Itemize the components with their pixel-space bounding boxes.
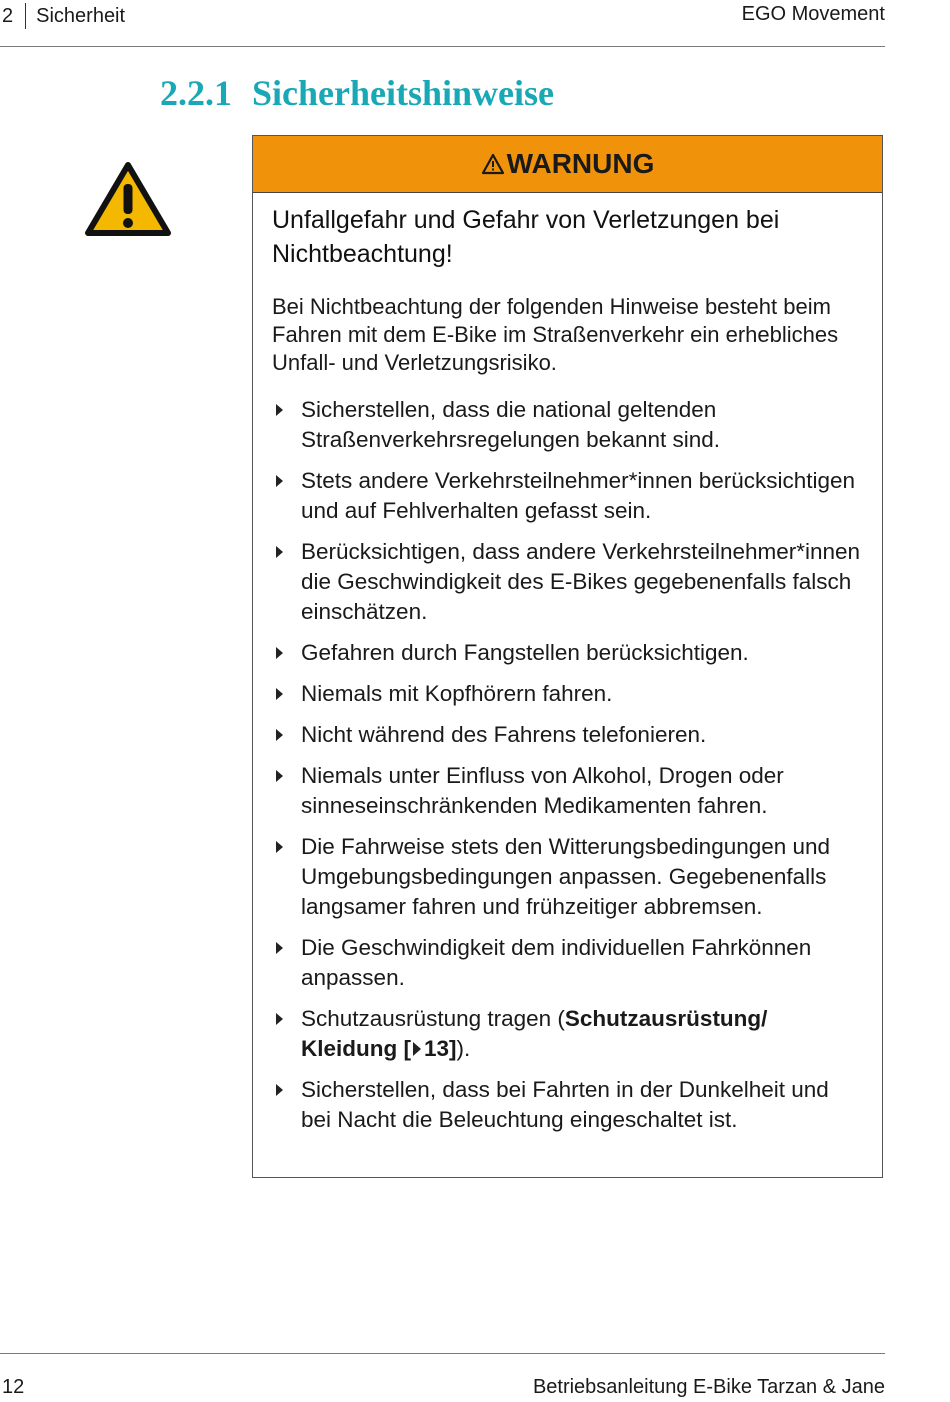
list-item-text: Sicherstellen, dass bei Fahrten in der Dunkelheit und bei Nacht die Beleuchtung eingeschaltet ist. xyxy=(301,1077,829,1132)
list-item xyxy=(272,720,864,750)
list-item-text: Die Geschwindigkeit dem individuellen Fahrkönnen anpassen. xyxy=(301,935,812,990)
arrow-right-icon xyxy=(276,1084,283,1096)
list-item-text: Schutzausrüstung tragen ( xyxy=(301,1006,565,1031)
list-item xyxy=(272,638,864,668)
warning-header xyxy=(253,136,882,193)
arrow-right-icon xyxy=(276,688,283,700)
header-left xyxy=(2,3,125,29)
footer-page-number: 12 xyxy=(2,1376,25,1398)
arrow-right-icon xyxy=(276,841,283,853)
arrow-right-icon xyxy=(276,404,283,416)
header-separator xyxy=(25,3,26,29)
warning-box xyxy=(252,135,883,1178)
list-item-text: Niemals mit Kopfhörern fahren. xyxy=(301,681,613,706)
arrow-right-icon xyxy=(276,647,283,659)
list-item xyxy=(272,761,864,821)
list-item xyxy=(272,679,864,709)
page-header xyxy=(0,0,885,47)
list-item-text: Gefahren durch Fangstellen berücksichtigen. xyxy=(301,640,749,665)
arrow-right-icon xyxy=(276,475,283,487)
list-item xyxy=(272,466,864,526)
list-item xyxy=(272,1075,864,1135)
list-item-text: Nicht während des Fahrens telefonieren. xyxy=(301,722,707,747)
arrow-right-icon xyxy=(276,546,283,558)
warning-label: WARNUNG xyxy=(506,148,655,179)
warning-lead: Unfallgefahr und Gefahr von Verletzungen bei Nichtbeachtung! xyxy=(272,206,780,268)
link-page[interactable]: 13] xyxy=(423,1036,457,1061)
header-page-number: 2 xyxy=(2,4,14,27)
section-number: 2.2.1 xyxy=(160,73,232,113)
header-section: Sicherheit xyxy=(36,4,126,27)
page-footer xyxy=(0,1353,885,1398)
list-item xyxy=(272,933,864,993)
list-item-text: Berücksichtigen, dass andere Verkehrsteilnehmer*innen die Geschwindigkeit des E-Bikes gegebenenfalls falsch einschätzen. xyxy=(301,539,861,624)
page-ref-arrow-icon xyxy=(413,1042,421,1056)
arrow-right-icon xyxy=(276,729,283,741)
warning-intro: Bei Nichtbeachtung der folgenden Hinweise besteht beim Fahren mit dem E-Bike im Straßenverkehr ein erhebliches Unfall- und Verletzungsrisiko. xyxy=(272,294,839,375)
section-title: Sicherheitshinweise xyxy=(252,73,554,113)
footer-title: Betriebsanleitung E-Bike Tarzan & Jane xyxy=(532,1376,885,1398)
small-warning-icon xyxy=(481,153,505,175)
arrow-right-icon xyxy=(276,1013,283,1025)
arrow-right-icon xyxy=(276,770,283,782)
list-item xyxy=(272,537,864,627)
warning-triangle-icon xyxy=(84,160,172,238)
list-item-protective xyxy=(272,1004,864,1064)
list-item-text: Niemals unter Einfluss von Alkohol, Drogen oder sinneseinschränkenden Medikamenten fahren. xyxy=(301,763,784,818)
list-item-text: Die Fahrweise stets den Witterungsbedingungen und Umgebungsbedingungen anpassen. Gegebenenfalls langsamer fahren und frühzeitiger abbremsen. xyxy=(301,834,831,919)
list-item-text: Sicherstellen, dass die national geltenden Straßenverkehrsregelungen bekannt sind. xyxy=(301,397,721,452)
list-item xyxy=(272,832,864,922)
header-brand: EGO Movement xyxy=(741,3,885,25)
list-item xyxy=(272,395,864,455)
safety-list xyxy=(272,395,864,1135)
arrow-right-icon xyxy=(276,942,283,954)
section-heading xyxy=(160,72,554,114)
list-item-text: Stets andere Verkehrsteilnehmer*innen berücksichtigen und auf Fehlverhalten gefasst sein. xyxy=(301,468,856,523)
warning-body xyxy=(253,193,882,1135)
link-text[interactable]: Schutzausrüstung/ Kleidung [ xyxy=(301,1006,768,1061)
list-item-suffix: ). xyxy=(456,1036,471,1061)
